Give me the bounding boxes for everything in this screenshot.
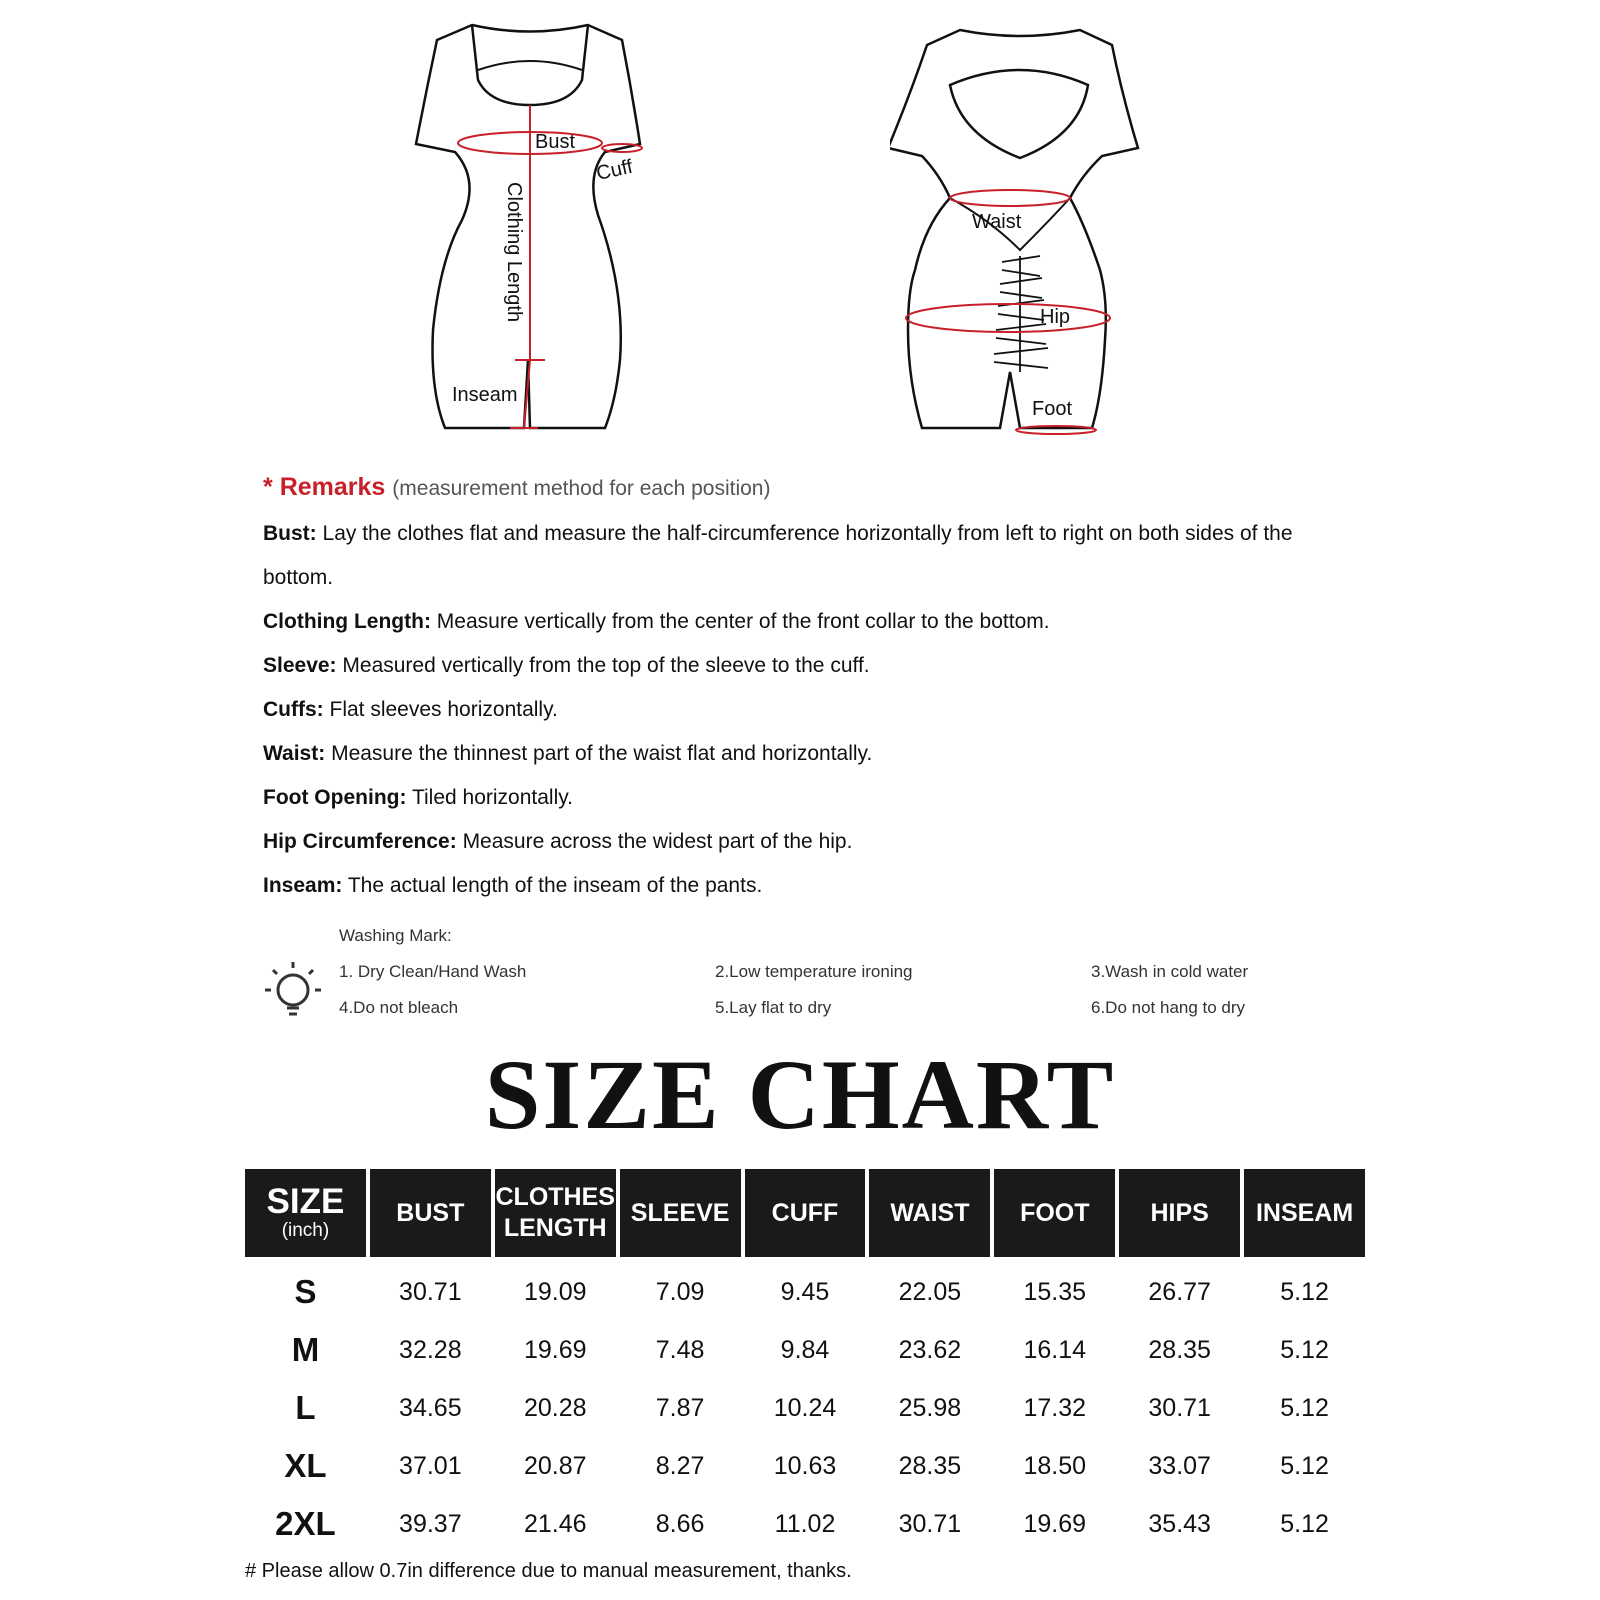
value-cell: 10.63 [773, 1451, 837, 1480]
size-cell: M [291, 1331, 320, 1368]
waist-label: Waist [972, 211, 1022, 233]
value-cell: 11.02 [774, 1509, 836, 1538]
header-clothes-length-line1: CLOTHES [495, 1183, 615, 1211]
foot-label: Foot [1032, 398, 1073, 420]
table-row [245, 1379, 1365, 1437]
front-neckline [472, 25, 588, 105]
value-cell: 15.35 [1023, 1277, 1087, 1306]
header-size-unit: (inch) [281, 1220, 330, 1241]
remarks-title: Remarks [279, 473, 386, 501]
value-cell: 7.09 [655, 1277, 705, 1306]
value-cell: 25.98 [898, 1393, 962, 1422]
value-cell: 9.84 [780, 1335, 830, 1364]
back-cutout [950, 70, 1088, 158]
table-header [245, 1169, 1365, 1257]
remark-foot-opening [263, 776, 1373, 820]
washing-item: 3.Wash in cold water [1091, 962, 1249, 981]
table-row [245, 1437, 1365, 1495]
remark-bust [263, 512, 1373, 556]
header-clothes-length-line2: LENGTH [503, 1214, 607, 1242]
value-cell: 30.71 [898, 1509, 962, 1538]
remark-text: bottom. [263, 566, 334, 589]
value-cell: 8.66 [655, 1509, 705, 1538]
cuff-label: Cuff [594, 155, 635, 185]
header-bust: BUST [370, 1169, 491, 1257]
header-size [245, 1169, 366, 1257]
size-cell: 2XL [275, 1505, 336, 1542]
washing-item: 2.Low temperature ironing [715, 962, 913, 981]
remark-term: Sleeve: [263, 654, 337, 677]
value-cell: 33.07 [1148, 1451, 1211, 1480]
hip-label: Hip [1040, 306, 1071, 328]
header-hips: HIPS [1119, 1169, 1240, 1257]
back-garment-svg [890, 0, 1150, 450]
header-cuff: CUFF [745, 1169, 866, 1257]
value-cell: 5.12 [1280, 1335, 1329, 1364]
washing-item: 1. Dry Clean/Hand Wash [339, 962, 527, 981]
value-cell: 5.12 [1280, 1509, 1329, 1538]
header-sleeve: SLEEVE [620, 1169, 741, 1257]
size-chart-title: SIZE CHART [484, 1039, 1116, 1150]
remark-term: Waist: [263, 742, 326, 765]
table-body [245, 1263, 1365, 1553]
remark-term: Hip Circumference: [263, 830, 457, 853]
washing-mark-section [263, 926, 1373, 1036]
front-garment-svg [400, 0, 660, 450]
washing-item: 5.Lay flat to dry [715, 998, 832, 1017]
value-cell: 34.65 [399, 1393, 462, 1422]
value-cell: 21.46 [523, 1509, 587, 1538]
size-chart-table [245, 1169, 1365, 1553]
header-waist: WAIST [869, 1169, 990, 1257]
value-cell: 17.32 [1023, 1393, 1087, 1422]
table-row [245, 1495, 1365, 1553]
header-foot: FOOT [994, 1169, 1115, 1257]
remark-term: Inseam: [263, 874, 343, 897]
remark-text: The actual length of the inseam of the pants. [347, 874, 763, 897]
header-inseam: INSEAM [1244, 1169, 1365, 1257]
value-cell: 5.12 [1280, 1451, 1329, 1480]
value-cell: 7.48 [655, 1335, 705, 1364]
value-cell: 19.69 [523, 1335, 587, 1364]
value-cell: 20.28 [523, 1393, 587, 1422]
value-cell: 39.37 [399, 1509, 462, 1538]
remark-text: Lay the clothes flat and measure the half-circumference horizontally from left to right on both sides of the [322, 522, 1293, 545]
value-cell: 37.01 [399, 1451, 462, 1480]
value-cell: 5.12 [1280, 1393, 1329, 1422]
value-cell: 20.87 [523, 1451, 587, 1480]
washing-item: 4.Do not bleach [339, 998, 459, 1017]
value-cell: 26.77 [1148, 1277, 1211, 1306]
remark-text: Measure across the widest part of the hip. [462, 830, 853, 853]
size-cell: S [294, 1273, 317, 1310]
waist-measure-line [950, 190, 1070, 206]
front-collar-inner [478, 61, 582, 70]
size-cell: L [295, 1389, 316, 1426]
value-cell: 28.35 [1148, 1335, 1211, 1364]
value-cell: 23.62 [898, 1335, 962, 1364]
value-cell: 7.87 [655, 1393, 705, 1422]
remark-hip [263, 820, 1373, 864]
bust-label: Bust [535, 131, 576, 153]
value-cell: 19.69 [1023, 1509, 1087, 1538]
remarks-note: (measurement method for each position) [392, 477, 771, 500]
back-garment-diagram [890, 0, 1150, 450]
inseam-label: Inseam [452, 384, 518, 406]
remark-text: Measure vertically from the center of the front collar to the bottom. [436, 610, 1050, 633]
remark-text: Flat sleeves horizontally. [329, 698, 558, 721]
remark-term: Cuffs: [263, 698, 324, 721]
remark-text: Measured vertically from the top of the sleeve to the cuff. [342, 654, 870, 677]
value-cell: 5.12 [1280, 1277, 1329, 1306]
clothing-length-label: Clothing Length [503, 182, 525, 323]
remarks-section [263, 470, 1373, 908]
value-cell: 16.14 [1023, 1335, 1087, 1364]
value-cell: 30.71 [399, 1277, 462, 1306]
remark-term: Bust: [263, 522, 317, 545]
header-size-main: SIZE [266, 1182, 345, 1221]
remark-term: Foot Opening: [263, 786, 407, 809]
front-garment-diagram [400, 0, 660, 450]
value-cell: 22.05 [898, 1277, 962, 1306]
remark-bust-cont [263, 556, 1373, 600]
remark-term: Clothing Length: [263, 610, 431, 633]
value-cell: 32.28 [399, 1335, 462, 1364]
value-cell: 28.35 [898, 1451, 962, 1480]
value-cell: 8.27 [655, 1451, 705, 1480]
value-cell: 9.45 [780, 1277, 830, 1306]
table-row [245, 1263, 1365, 1321]
remark-inseam [263, 864, 1373, 908]
value-cell: 10.24 [773, 1393, 837, 1422]
size-cell: XL [284, 1447, 327, 1484]
remark-text: Measure the thinnest part of the waist flat and horizontally. [331, 742, 873, 765]
remark-clothing-length [263, 600, 1373, 644]
washing-title: Washing Mark: [339, 926, 452, 945]
value-cell: 30.71 [1148, 1393, 1211, 1422]
value-cell: 18.50 [1023, 1451, 1087, 1480]
remarks-heading [263, 470, 1373, 506]
table-row [245, 1321, 1365, 1379]
remark-sleeve [263, 644, 1373, 688]
header-clothes-length [495, 1169, 616, 1257]
remark-cuffs [263, 688, 1373, 732]
remarks-star: * [263, 473, 273, 501]
remark-text: Tiled horizontally. [411, 786, 574, 809]
lightbulb-icon [263, 956, 323, 1026]
measurement-footnote: # Please allow 0.7in difference due to manual measurement, thanks. [245, 1560, 852, 1582]
front-garment-outline [416, 25, 640, 428]
value-cell: 19.09 [523, 1277, 587, 1306]
remark-waist [263, 732, 1373, 776]
washing-item: 6.Do not hang to dry [1091, 998, 1246, 1017]
value-cell: 35.43 [1148, 1509, 1211, 1538]
